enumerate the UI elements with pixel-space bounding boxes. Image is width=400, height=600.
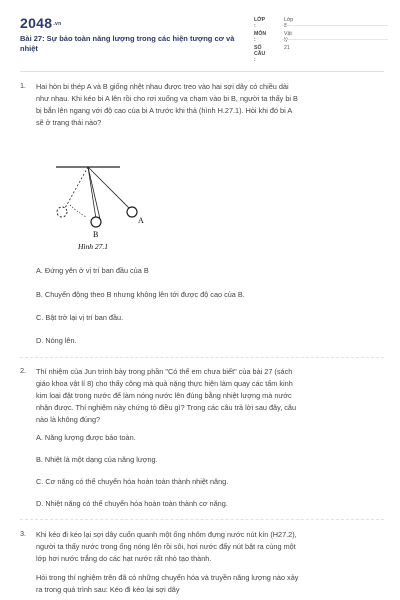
arc-dashes: [70, 205, 86, 217]
pendulum-figure: [36, 157, 156, 257]
question-1-text: [36, 81, 386, 129]
option-2d[interactable]: D. Nhiệt năng có thể chuyển hóa hoàn toàn thành cơ năng.: [36, 499, 228, 508]
option-2b[interactable]: B. Nhiệt là một dạng của năng lượng.: [36, 455, 158, 464]
subject-value: Vật lý: [284, 31, 292, 43]
option-1d[interactable]: D. Nóng lên.: [36, 336, 77, 345]
figure-caption: Hình 27.1: [78, 242, 108, 251]
question-3-text: [36, 529, 386, 565]
logo-suffix: .vn: [53, 21, 62, 28]
question-line: nào là không đúng?: [36, 415, 101, 424]
option-1b[interactable]: B. Chuyển động theo B nhưng không lên tới được độ cao của B.: [36, 290, 245, 299]
string-b-swing: [65, 167, 88, 208]
page-header: [0, 0, 400, 64]
meta-divider: [282, 25, 388, 26]
option-1c[interactable]: C. Bật trở lại vị trí ban đầu.: [36, 313, 124, 322]
question-line: Khi kéo đi kéo lại sợi dây cuốn quanh một ống nhôm đựng nước nút kín (H27.2),: [36, 530, 297, 539]
question-3-subtext: [36, 572, 386, 596]
class-label: LỚP :: [254, 17, 265, 29]
option-2a[interactable]: A. Năng lượng được bảo toàn.: [36, 433, 136, 442]
question-line: bị bắn lên ngang với độ cao của bi A trước khi thả (hình H.27.1). Hỏi khi đó bi A: [36, 106, 293, 115]
header-divider: [20, 71, 384, 72]
ball-b-raised: [57, 207, 67, 217]
question-separator: [20, 357, 384, 358]
ball-b: [91, 217, 101, 227]
label-a: A: [138, 216, 144, 225]
option-2c[interactable]: C. Cơ năng có thể chuyển hóa hoàn toàn thành nhiệt năng.: [36, 477, 229, 486]
question-line: như nhau. Khi kéo bi A lên rồi cho rơi xuống va chạm vào bi B, người ta thấy bi B: [36, 94, 298, 103]
question-1-number: 1.: [20, 81, 27, 90]
logo-text: 2048: [20, 15, 53, 31]
count-value: 21: [284, 45, 290, 51]
class-value: Lớp 8: [284, 17, 294, 29]
question-line: Hỏi trong thí nghiệm trên đã có những chuyển hóa và truyền năng lượng nào xảy: [36, 573, 299, 582]
lesson-title: Bài 27: Sự bảo toàn năng lượng trong các hiện tượng cơ và nhiệt: [20, 34, 235, 53]
site-logo[interactable]: [20, 15, 61, 31]
question-line: lớp hơi nước trắng do các hạt nước rất nhỏ tạo thành.: [36, 554, 212, 563]
question-line: Thí nhiệm của Jun trình bày trong phần "Có thể em chưa biết" của bài 27 (sách: [36, 367, 293, 376]
string-a: [88, 167, 130, 209]
string-a-rest: [88, 167, 100, 219]
count-label: SỐ CÂU :: [254, 45, 266, 63]
ball-a: [127, 207, 137, 217]
question-line: giáo khoa vật lí 8) cho thấy công mà quả nặng thực hiện làm quay các tấm kinh: [36, 379, 293, 388]
question-line: nhận được. Thí nghiệm này chứng tỏ điều gì? Trong các câu trả lời sau đây, câu: [36, 403, 297, 412]
string-b: [88, 167, 96, 219]
subject-label: MÔN :: [254, 31, 267, 43]
question-line: ra trong quá trình sau: Kéo đi kéo lại sợi dây: [36, 585, 180, 594]
question-line: sẽ ở trạng thái nào?: [36, 118, 102, 127]
option-1a[interactable]: A. Đứng yên ở vị trí ban đầu của B: [36, 266, 149, 275]
question-3-number: 3.: [20, 529, 27, 538]
question-2-text: [36, 366, 386, 426]
question-2-number: 2.: [20, 366, 27, 375]
question-line: người ta thấy nước trong ống nóng lên rồi sôi, hơi nước đẩy nút bật ra cùng một: [36, 542, 296, 551]
label-b: B: [93, 230, 99, 239]
question-line: Hai hòn bi thép A và B giống nhệt nhau được treo vào hai sợi dây có chiều dài: [36, 82, 289, 91]
question-line: kim loại đặt trong nước để làm nóng nước lên đúng bằng nhiệt lượng mà nước: [36, 391, 292, 400]
meta-divider: [282, 39, 388, 40]
question-separator: [20, 519, 384, 520]
